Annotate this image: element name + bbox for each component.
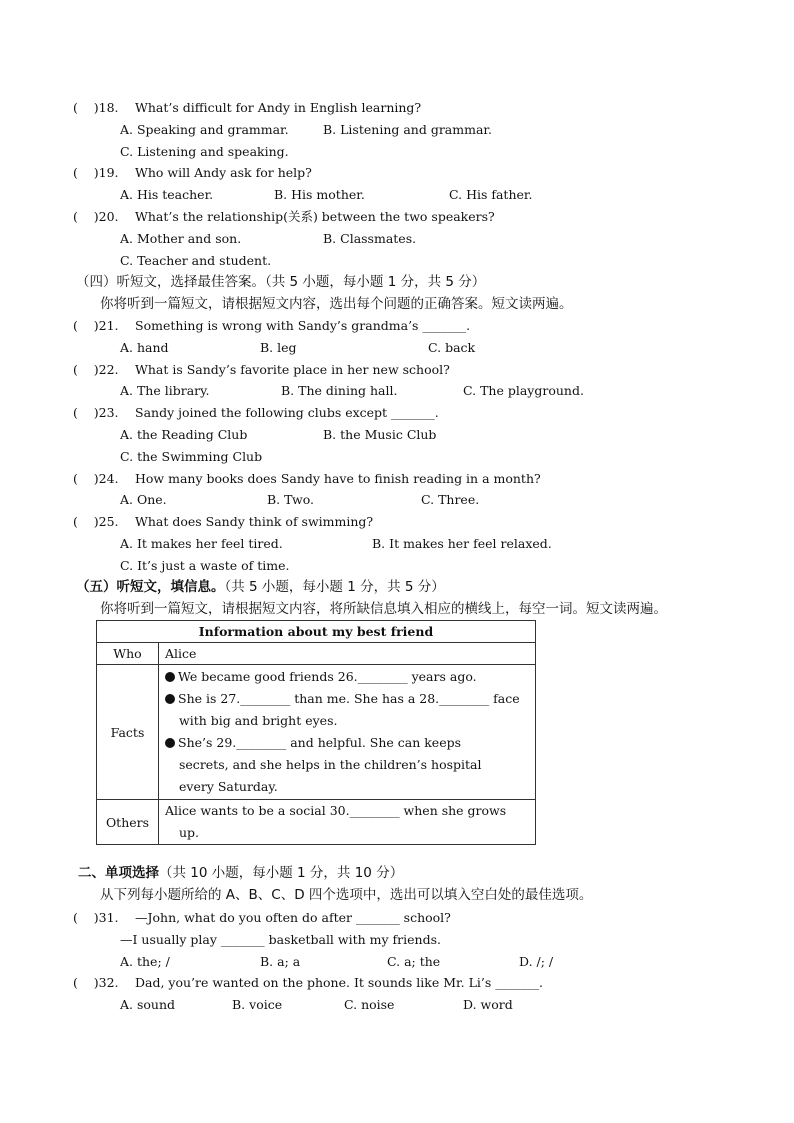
- q21-option-b: B. leg: [260, 340, 297, 355]
- q19-option-c: C. His father.: [449, 187, 533, 202]
- q22-question: What is Sandy’s favorite place in her new school?: [135, 362, 450, 377]
- fact-27-text: She is 27.________ than me. She has a 28.________ face: [178, 691, 520, 706]
- q23-option-b: B. the Music Club: [323, 427, 437, 442]
- q31-line-1: —John, what do you often do after _______ school?: [135, 910, 451, 925]
- others-label: Others: [97, 800, 159, 845]
- section5-title-main: （五）听短文，填信息。: [76, 579, 225, 595]
- q23-question: Sandy joined the following clubs except _______.: [135, 405, 439, 420]
- q31-option-a: A. the; /: [120, 954, 170, 969]
- q32-number: ( )32.: [73, 975, 119, 990]
- q24-option-b: B. Two.: [267, 492, 315, 507]
- fact-29-text: She’s 29.________ and helpful. She can keeps: [178, 735, 462, 750]
- bullet-icon: [165, 672, 175, 682]
- q23-option-a: A. the Reading Club: [120, 427, 248, 442]
- fact-29-line-2: secrets, and she helps in the children’s hospital: [179, 757, 482, 772]
- bullet-icon: [165, 694, 175, 704]
- part2-title-rest: （共 10 小题，每小题 1 分，共 10 分）: [159, 865, 404, 881]
- q19-question: Who will Andy ask for help?: [135, 165, 312, 180]
- q20-option-c: C. Teacher and student.: [120, 253, 272, 268]
- q19-option-a: A. His teacher.: [120, 187, 214, 202]
- q25-option-a: A. It makes her feel tired.: [120, 536, 283, 551]
- fact-26-line: [165, 666, 529, 688]
- info-table-header: Information about my best friend: [97, 621, 536, 643]
- q31-number: ( )31.: [73, 910, 119, 925]
- q24-number: ( )24.: [73, 471, 119, 486]
- part2-instruction: 从下列每小题所给的 A、B、C、D 四个选项中，选出可以填入空白处的最佳选项。: [100, 887, 593, 903]
- fact-27-line: [165, 688, 529, 710]
- fact-29-line: [165, 732, 529, 754]
- q22-option-a: A. The library.: [120, 383, 210, 398]
- q32-option-a: A. sound: [120, 997, 176, 1012]
- section4-title: （四）听短文，选择最佳答案。（共 5 小题，每小题 1 分，共 5 分）: [76, 274, 486, 290]
- q19-option-b: B. His mother.: [274, 187, 365, 202]
- q18-number: ( )18.: [73, 100, 119, 115]
- q22-option-c: C. The playground.: [463, 383, 584, 398]
- q32-option-c: C. noise: [344, 997, 395, 1012]
- section4-instruction: 你将听到一篇短文，请根据短文内容，选出每个问题的正确答案。短文读两遍。: [100, 296, 573, 312]
- facts-label: Facts: [97, 665, 159, 800]
- q25-number: ( )25.: [73, 514, 119, 529]
- facts-cell: [159, 665, 536, 800]
- q24-question: How many books does Sandy have to finish reading in a month?: [135, 471, 541, 486]
- q21-option-a: A. hand: [120, 340, 169, 355]
- q18-question: What’s difficult for Andy in English learning?: [135, 100, 422, 115]
- q21-option-c: C. back: [428, 340, 476, 355]
- q32-option-b: B. voice: [232, 997, 283, 1012]
- q24-option-c: C. Three.: [421, 492, 480, 507]
- q25-option-b: B. It makes her feel relaxed.: [372, 536, 552, 551]
- others-line-2: up.: [179, 825, 200, 840]
- info-table: [96, 620, 536, 845]
- q20-number: ( )20.: [73, 209, 119, 224]
- who-value: Alice: [159, 643, 536, 665]
- section5-instruction: 你将听到一篇短文，请根据短文内容，将所缺信息填入相应的横线上，每空一词。短文读两遍。: [100, 601, 667, 617]
- q20-option-a: A. Mother and son.: [120, 231, 242, 246]
- who-label: Who: [97, 643, 159, 665]
- bullet-icon: [165, 738, 175, 748]
- q19-number: ( )19.: [73, 165, 119, 180]
- section5-title-rest: （共 5 小题，每小题 1 分，共 5 分）: [224, 579, 445, 595]
- q18-option-a: A. Speaking and grammar.: [120, 122, 289, 137]
- fact-29-line-3: every Saturday.: [179, 779, 278, 794]
- q31-option-c: C. a; the: [387, 954, 441, 969]
- q18-option-b: B. Listening and grammar.: [323, 122, 492, 137]
- others-cell: [159, 800, 536, 845]
- q25-option-c: C. It’s just a waste of time.: [120, 558, 290, 573]
- q32-option-d: D. word: [463, 997, 513, 1012]
- fact-26-text: We became good friends 26.________ years ago.: [178, 669, 477, 684]
- q31-line-2: —I usually play _______ basketball with my friends.: [120, 932, 441, 947]
- q23-option-c: C. the Swimming Club: [120, 449, 263, 464]
- fact-28-line: with big and bright eyes.: [179, 713, 338, 728]
- q23-number: ( )23.: [73, 405, 119, 420]
- q20-question: What’s the relationship(关系) between the two speakers?: [135, 209, 495, 224]
- q31-option-b: B. a; a: [260, 954, 301, 969]
- q22-option-b: B. The dining hall.: [281, 383, 398, 398]
- section5-title: [76, 579, 445, 595]
- q20-option-b: B. Classmates.: [323, 231, 417, 246]
- q22-number: ( )22.: [73, 362, 119, 377]
- q21-question: Something is wrong with Sandy’s grandma’s _______.: [135, 318, 471, 333]
- q31-option-d: D. /; /: [519, 954, 554, 969]
- q32-question: Dad, you’re wanted on the phone. It sounds like Mr. Li’s _______.: [135, 975, 543, 990]
- part2-title-main: 二、单项选择: [78, 865, 159, 881]
- others-line-1: Alice wants to be a social 30.________ when she grows: [165, 803, 507, 818]
- q21-number: ( )21.: [73, 318, 119, 333]
- q25-question: What does Sandy think of swimming?: [135, 514, 374, 529]
- q18-option-c: C. Listening and speaking.: [120, 144, 289, 159]
- q24-option-a: A. One.: [120, 492, 167, 507]
- part2-title: [78, 865, 403, 881]
